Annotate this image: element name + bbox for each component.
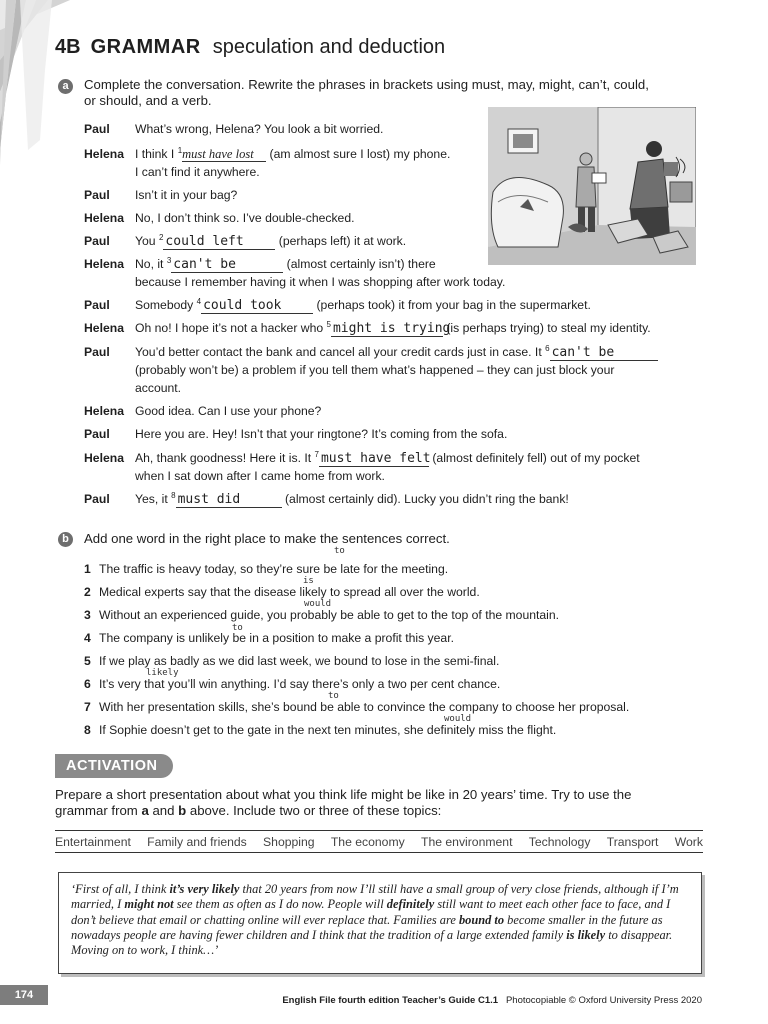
text: and [148,803,179,818]
text: (almost definitely fell) out of my pocket [428,451,640,465]
sentence-number: 4 [84,631,91,645]
text: (perhaps took) it from your bag in the supermarket. [313,298,591,312]
sentence-number: 8 [84,723,91,737]
sentence-text: It’s very that you’ll win anything. I’d say there’s only a two per cent chance. [99,677,501,691]
sentence-number: 1 [84,562,91,576]
dialogue-line-continued: (probably won’t be) a problem if you tell them what’s happened – they can just block your [135,363,615,377]
topic-item: Family and friends [147,834,247,849]
section-subtitle: speculation and deduction [212,36,446,58]
sentence-text: Medical experts say that the disease likely to spread all over the world. [99,585,480,599]
handwritten-insertion: would [304,599,332,609]
sentence-item [84,700,629,714]
sentence-item [84,654,499,668]
dialogue-line [135,490,569,508]
answer-field-8[interactable]: must did [176,493,282,508]
sentence-text: The traffic is heavy today, so they’re sure be late for the meeting. [99,562,449,576]
answer-field-4[interactable]: could took [201,299,313,314]
sentence-number: 3 [84,608,91,622]
sentence-item [84,562,448,576]
dialogue-line-continued: I can’t find it anywhere. [135,165,260,179]
speaker-helena: Helena [84,404,124,418]
activation-line-2 [55,803,705,819]
speaker-paul: Paul [84,188,110,202]
dialogue-line: Good idea. Can I use your phone? [135,404,322,418]
speaker-paul: Paul [84,492,110,506]
text: become smaller in the future as nowadays people are having fewer children and I think that the tradition of a large extended family [71,912,663,942]
text-bold: is likely [566,927,606,942]
speaker-helena: Helena [84,321,124,335]
model-answer-box [58,872,702,974]
book-title: English File fourth edition Teacher’s Guide C1.1 [282,995,499,1006]
text: see them as often as I do now. People will [173,897,387,912]
gap-number: 1 [177,145,183,155]
topic-item: The environment [421,834,513,849]
answer-field-6[interactable]: can't be [550,346,658,361]
gap-number: 7 [314,449,319,459]
text: above. Include two or three of these topics: [186,803,442,818]
example-answer: must have lost [182,147,266,162]
dialogue-line [135,232,406,250]
text: Oh no! I hope it’s not a hacker who [135,321,324,335]
handwritten-insertion: is [303,576,314,586]
unit-code: 4B [55,36,81,58]
gap-number: 2 [158,232,164,242]
sentence-text: If we play as badly as we did last week, we bound to lose in the semi-final. [99,654,500,668]
dialogue-line [135,296,591,314]
dialogue-line [135,255,436,273]
exercise-a-instruction [84,77,704,109]
answer-field-7[interactable]: must have felt [320,451,431,466]
sentence-text: If Sophie doesn’t get to the gate in the next ten minutes, she definitely miss the flight. [99,723,557,737]
handwritten-insertion: to [328,691,339,701]
speaker-helena: Helena [84,147,124,161]
gap-number: 5 [326,319,331,329]
speaker-paul: Paul [84,298,110,312]
text: I think I [135,147,175,161]
sentence-text: With her presentation skills, she’s bound be able to convince the company to choose her proposal. [99,700,630,714]
text: (perhaps left) it at work. [275,234,407,248]
text: You [135,234,156,248]
instruction-line-2: or should, and a verb. [84,93,212,108]
text-bold: it’s very likely [169,882,240,896]
handwritten-insertion: likely [146,668,179,678]
text: ‘First of all, I think [71,882,170,896]
dialogue-line [135,319,651,337]
topic-item: The economy [330,834,405,849]
topic-list [55,830,703,853]
activation-line-1: Prepare a short presentation about what you think life might be like in 20 years’ time. Try to use the [55,787,632,802]
conversation [84,120,704,520]
sentence-item [84,631,454,645]
topic-item: Transport [606,834,659,849]
page-number: 174 [0,985,48,1005]
speaker-paul: Paul [84,234,110,248]
dialogue-line-continued: because I remember having it when I was shopping after work today. [135,275,506,289]
topic-item: Work [674,834,703,849]
text-bold: definitely [386,897,435,912]
text: You’d better contact the bank and cancel all your credit cards just in case. It [135,345,542,359]
topic-item: Entertainment [55,834,131,849]
exercise-a-badge: a [58,79,73,94]
text: that 20 years from now I’ll still have a small group of very close friends, although if I’m married, I [71,882,679,912]
instruction-line-1: Complete the conversation. Rewrite the phrases in brackets using must, may, might, can’t, could, [84,77,649,92]
text: (almost certainly isn’t) there [283,257,436,271]
text-bold: a [141,803,149,818]
speaker-helena: Helena [84,257,124,271]
activation-label: ACTIVATION [55,754,173,778]
speaker-paul: Paul [84,427,110,441]
text: grammar from [55,803,142,818]
dialogue-line: Here you are. Hey! Isn’t that your ringtone? It’s coming from the sofa. [135,427,508,441]
sentence-item [84,723,556,737]
speaker-paul: Paul [84,122,110,136]
sentence-item [84,677,500,691]
gap-number: 4 [196,296,202,306]
dialogue-line-continued: account. [135,381,182,395]
gap-number: 3 [166,255,172,265]
speaker-helena: Helena [84,211,124,225]
topic-item: Technology [528,834,591,849]
sentence-number: 2 [84,585,91,599]
dialogue-line-continued: when I sat down after I came home from work. [135,469,385,483]
text-bold: might not [124,897,174,912]
page-title [55,36,445,59]
dialogue-line: What’s wrong, Helena? You look a bit worried. [135,122,384,136]
exercise-b-instruction: Add one word in the right place to make the sentences correct. [84,531,450,546]
dialogue-line [135,145,450,163]
sentence-list [84,562,704,742]
handwritten-insertion: to [334,546,345,556]
text: (almost certainly did). Lucky you didn’t ring the bank! [281,492,569,506]
answer-field-3[interactable]: can't be [171,258,283,273]
dialogue-line [135,449,640,467]
speaker-helena: Helena [84,451,124,465]
topic-item: Shopping [263,834,315,849]
text: still want to meet each other face to face, and I don’t believe that email or chatting online will ever replace that. Families are [71,897,671,927]
handwritten-insertion: to [232,623,243,633]
text: Yes, it [135,492,168,506]
exercise-b-badge: b [58,532,73,547]
text-bold: bound to [458,912,505,927]
sentence-item [84,608,559,622]
text: (am almost sure I lost) my phone. [266,147,451,161]
text: Ah, thank goodness! Here it is. It [135,451,312,465]
answer-field-5[interactable]: might is trying [332,321,451,336]
sentence-number: 6 [84,677,91,691]
text: (is perhaps trying) to steal my identity. [442,321,651,335]
sentence-number: 5 [84,654,91,668]
text-bold: b [178,803,187,818]
sentence-number: 7 [84,700,91,714]
dialogue-line: Isn’t it in your bag? [135,188,238,202]
text: Somebody [135,298,194,312]
dialogue-line: No, I don’t think so. I’ve double-checked. [135,211,355,225]
gap-number: 8 [171,490,176,500]
handwritten-insertion: would [444,714,472,724]
gap-number: 6 [545,343,550,353]
section-title: GRAMMAR [90,36,201,58]
speaker-paul: Paul [84,345,110,359]
activation-instruction [55,787,705,819]
footer [282,995,702,1006]
sentence-text: Without an experienced guide, you probably be able to get to the top of the mountain. [99,608,560,622]
dialogue-line [135,343,658,361]
copyright: Photocopiable © Oxford University Press 2020 [505,995,702,1006]
answer-field-2[interactable]: could left [163,235,275,250]
sentence-item [84,585,480,599]
text: No, it [135,257,164,271]
sentence-text: The company is unlikely be in a position to make a profit this year. [99,631,454,645]
text: to disappear. Moving on to work, I think…’ [71,927,673,958]
